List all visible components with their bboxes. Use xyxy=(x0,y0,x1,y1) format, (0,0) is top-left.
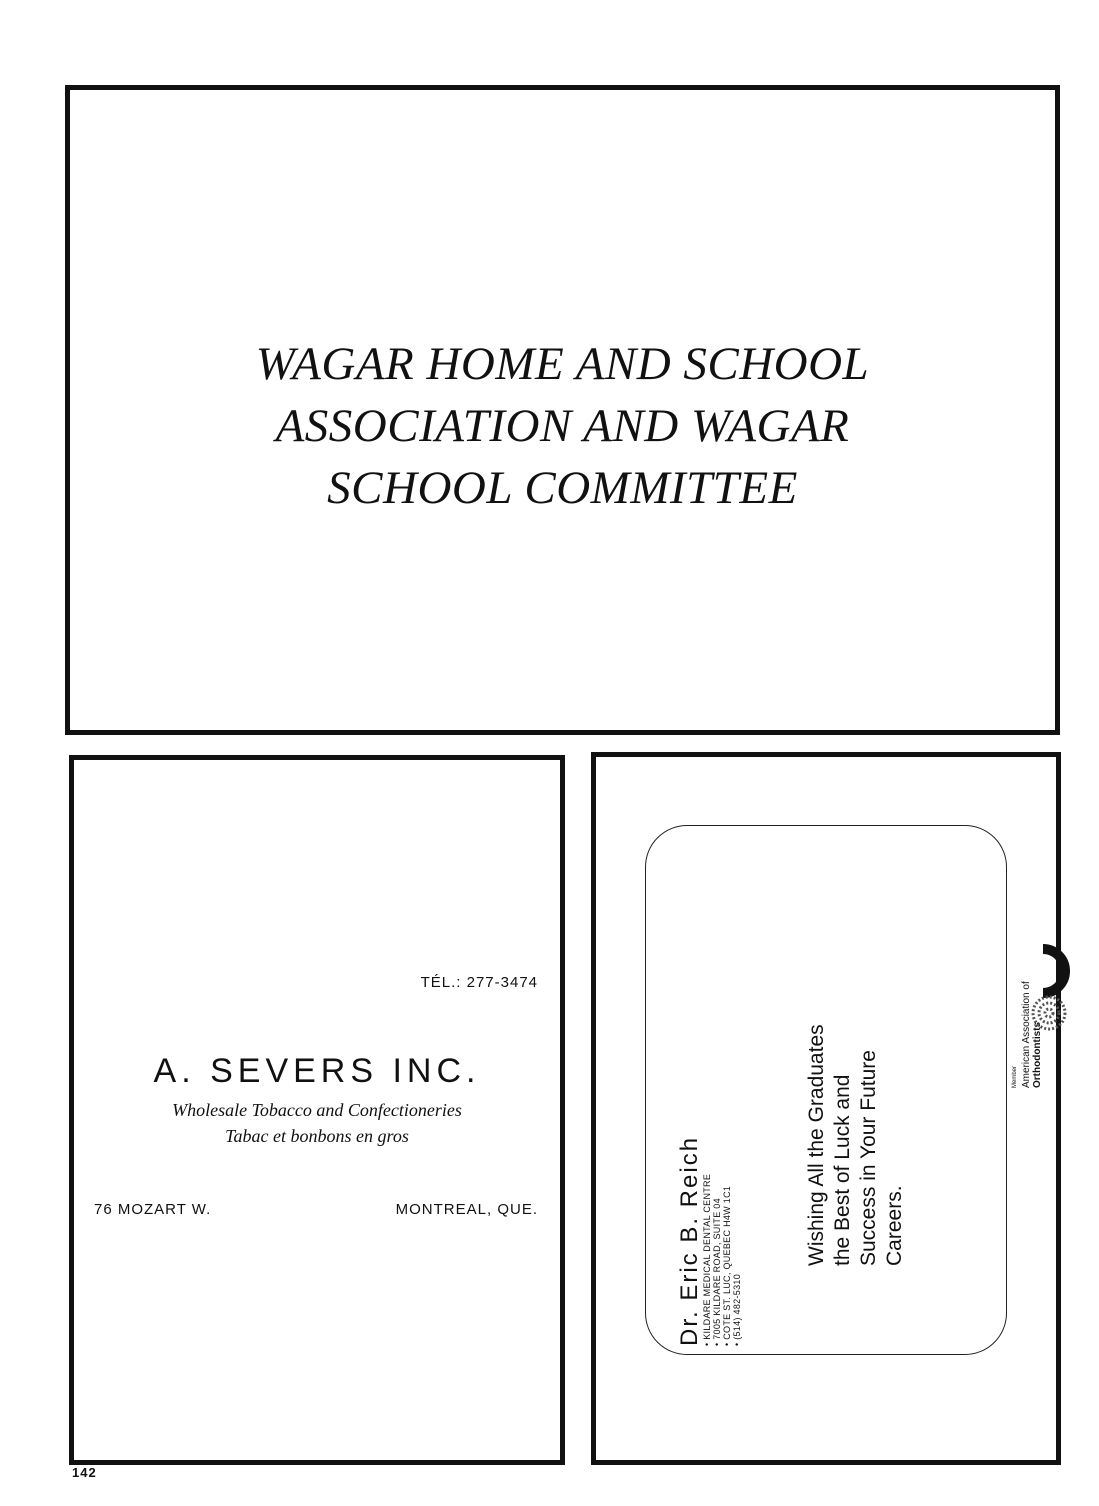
wagar-ad xyxy=(65,85,1060,735)
business-card xyxy=(645,825,1043,1355)
aao-line: Orthodontists xyxy=(1032,1021,1043,1088)
doctor-name: Dr. Eric B. Reich xyxy=(676,1135,703,1346)
graduate-message xyxy=(804,1024,908,1266)
aao-line: Member xyxy=(1012,1065,1018,1088)
aao-logo-icon xyxy=(1029,941,1081,1045)
street-address: 76 MOZART W. xyxy=(94,1201,212,1218)
headline-line: ASSOCIATION AND WAGAR xyxy=(275,400,850,452)
address-line: • (514) 482-5310 xyxy=(732,1274,742,1346)
message-line: Wishing All the Graduates xyxy=(805,1024,828,1266)
message-line: Success in Your Future xyxy=(857,1050,880,1266)
telephone: TÉL.: 277-3474 xyxy=(420,974,538,991)
doctor-address xyxy=(702,1174,742,1346)
reich-ad xyxy=(591,752,1061,1465)
headline-line: SCHOOL COMMITTEE xyxy=(327,462,798,514)
headline-line: WAGAR HOME AND SCHOOL xyxy=(255,338,870,390)
message-line: the Best of Luck and xyxy=(831,1074,854,1266)
message-line: Careers. xyxy=(883,1185,906,1266)
company-name: A. SEVERS INC. xyxy=(153,1052,481,1090)
city: MONTREAL, QUE. xyxy=(395,1201,538,1218)
address-line: • COTE ST. LUC, QUEBEC H4W 1C1 xyxy=(722,1185,732,1346)
address-line: • KILDARE MEDICAL DENTAL CENTRE xyxy=(702,1173,712,1346)
severs-ad xyxy=(69,755,565,1465)
page-number: 142 xyxy=(72,1465,97,1480)
tagline-english: Wholesale Tobacco and Confectioneries xyxy=(172,1100,462,1120)
address-line: • 7005 KILDARE ROAD, SUITE 04 xyxy=(712,1198,722,1346)
aao-line: American Association of xyxy=(1021,981,1032,1088)
wagar-headline xyxy=(70,333,1055,519)
tagline-french: Tabac et bonbons en gros xyxy=(225,1126,409,1146)
